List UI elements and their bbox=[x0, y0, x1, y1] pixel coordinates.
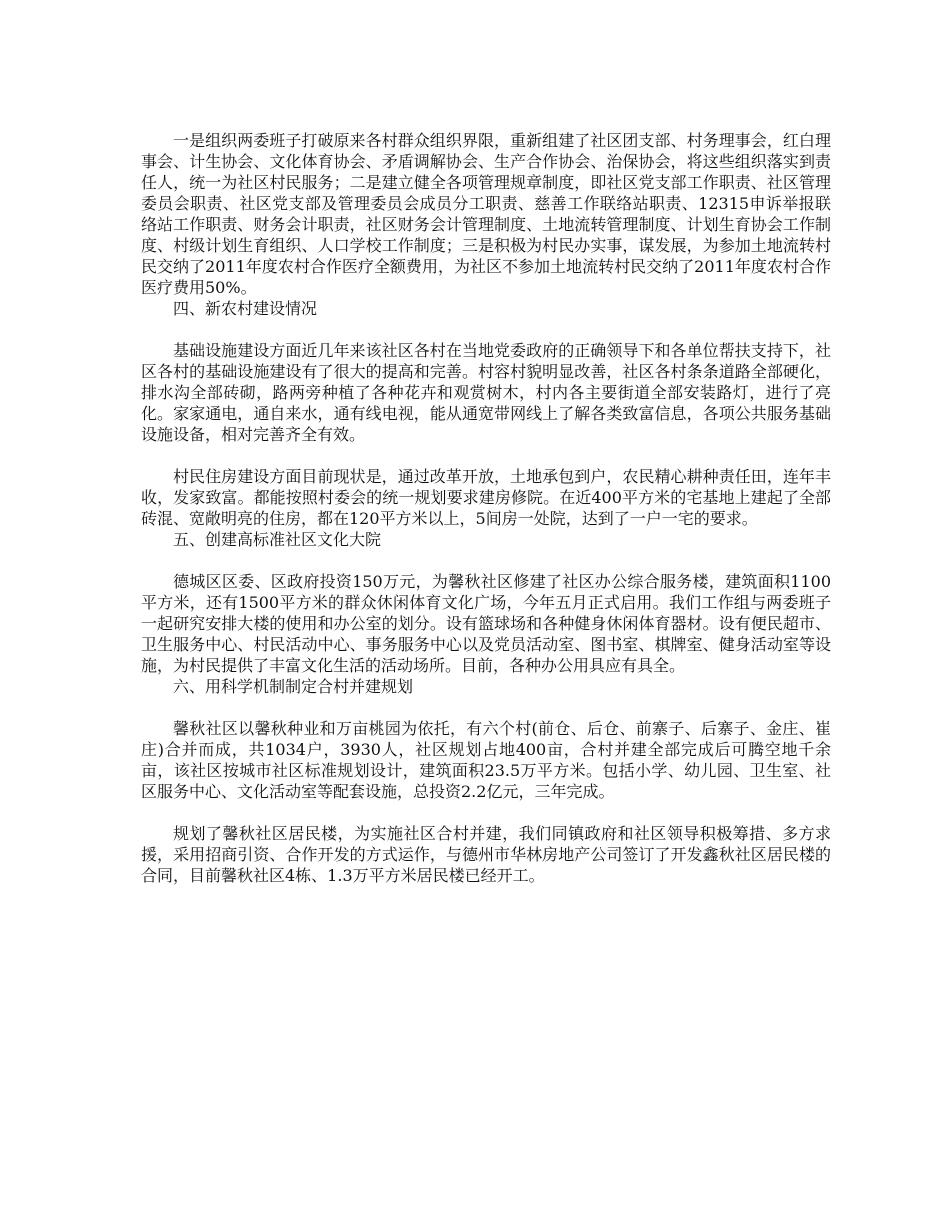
paragraph-infrastructure: 基础设施建设方面近几年来该社区各村在当地党委政府的正确领导下和各单位帮扶支持下，社区各村的基础设施建设有了很大的提高和完善。村容村貌明显改善，社区各村条条道路全部硬化，排水沟全部砖砌，路两旁种植了各种花卉和观赏树木，村内各主要街道全部安装路灯，进行了亮化。家家通电，通自来水，通有线电视，能从通宽带网线上了解各类致富信息，各项公共服务基础设施设备，相对完善齐全有效。 bbox=[141, 341, 831, 444]
paragraph-residential-buildings: 规划了馨秋社区居民楼，为实施社区合村并建，我们同镇政府和社区领导积极筹措、多方求援，采用招商引资、合作开发的方式运作，与德州市华林房地产公司签订了开发鑫秋社区居民楼的合同，目前馨秋社区4栋、1.3万平方米居民楼已经开工。 bbox=[141, 824, 831, 885]
paragraph-merger-plan: 馨秋社区以馨秋种业和万亩桃园为依托，有六个村(前仓、后仓、前寨子、后寨子、金庄、崔庄)合并而成，共1034户，3930人，社区规划占地400亩，合村并建全部完成后可腾空地千余亩，该社区按城市社区标准规划设计，建筑面积23.5万平方米。包括小学、幼儿园、卫生室、社区服务中心、文化活动室等配套设施，总投资2.2亿元，三年完成。 bbox=[141, 719, 831, 801]
paragraph-organization: 一是组织两委班子打破原来各村群众组织界限，重新组建了社区团支部、村务理事会，红白理事会、计生协会、文化体育协会、矛盾调解协会、生产合作协会、治保协会，将这些组织落实到责任人，统一为社区村民服务；二是建立健全各项管理规章制度，即社区党支部工作职责、社区管理委员会职责、社区党支部及管理委员会成员分工职责、慈善工作联络站职责、12315申诉举报联络站工作职责、财务会计职责，社区财务会计管理制度、土地流转管理制度、计划生育协会工作制度、村级计划生育组织、人口学校工作制度；三是积极为村民办实事，谋发展，为参加土地流转村民交纳了2011年度农村合作医疗全额费用，为社区不参加土地流转村民交纳了2011年度农村合作医疗费用50%。 bbox=[141, 131, 831, 297]
paragraph-culture-center: 德城区区委、区政府投资150万元，为馨秋社区修建了社区办公综合服务楼，建筑面积1100平方米，还有1500平方米的群众休闲体育文化广场，今年五月正式启用。我们工作组与两委班子一起研究安排大楼的使用和办公室的划分。设有篮球场和各种健身休闲体育器材。设有便民超市、卫生服务中心、村民活动中心、事务服务中心以及党员活动室、图书室、棋牌室、健身活动室等设施，为村民提供了丰富文化生活的活动场所。目前，各种办公用具应有具全。 bbox=[141, 572, 831, 675]
section-heading-6: 六、用科学机制制定合村并建规划 bbox=[173, 677, 414, 696]
document-body bbox=[141, 130, 831, 886]
section-heading-5: 五、创建高标准社区文化大院 bbox=[173, 530, 382, 549]
section-heading-4: 四、新农村建设情况 bbox=[173, 299, 318, 318]
paragraph-housing: 村民住房建设方面目前现状是，通过改革开放，土地承包到户，农民精心耕种责任田，连年丰收，发家致富。都能按照村委会的统一规划要求建房修院。在近400平方米的宅基地上建起了全部砖混、宽敞明亮的住房，都在120平方米以上，5间房一处院，达到了一户一宅的要求。 bbox=[141, 467, 831, 528]
